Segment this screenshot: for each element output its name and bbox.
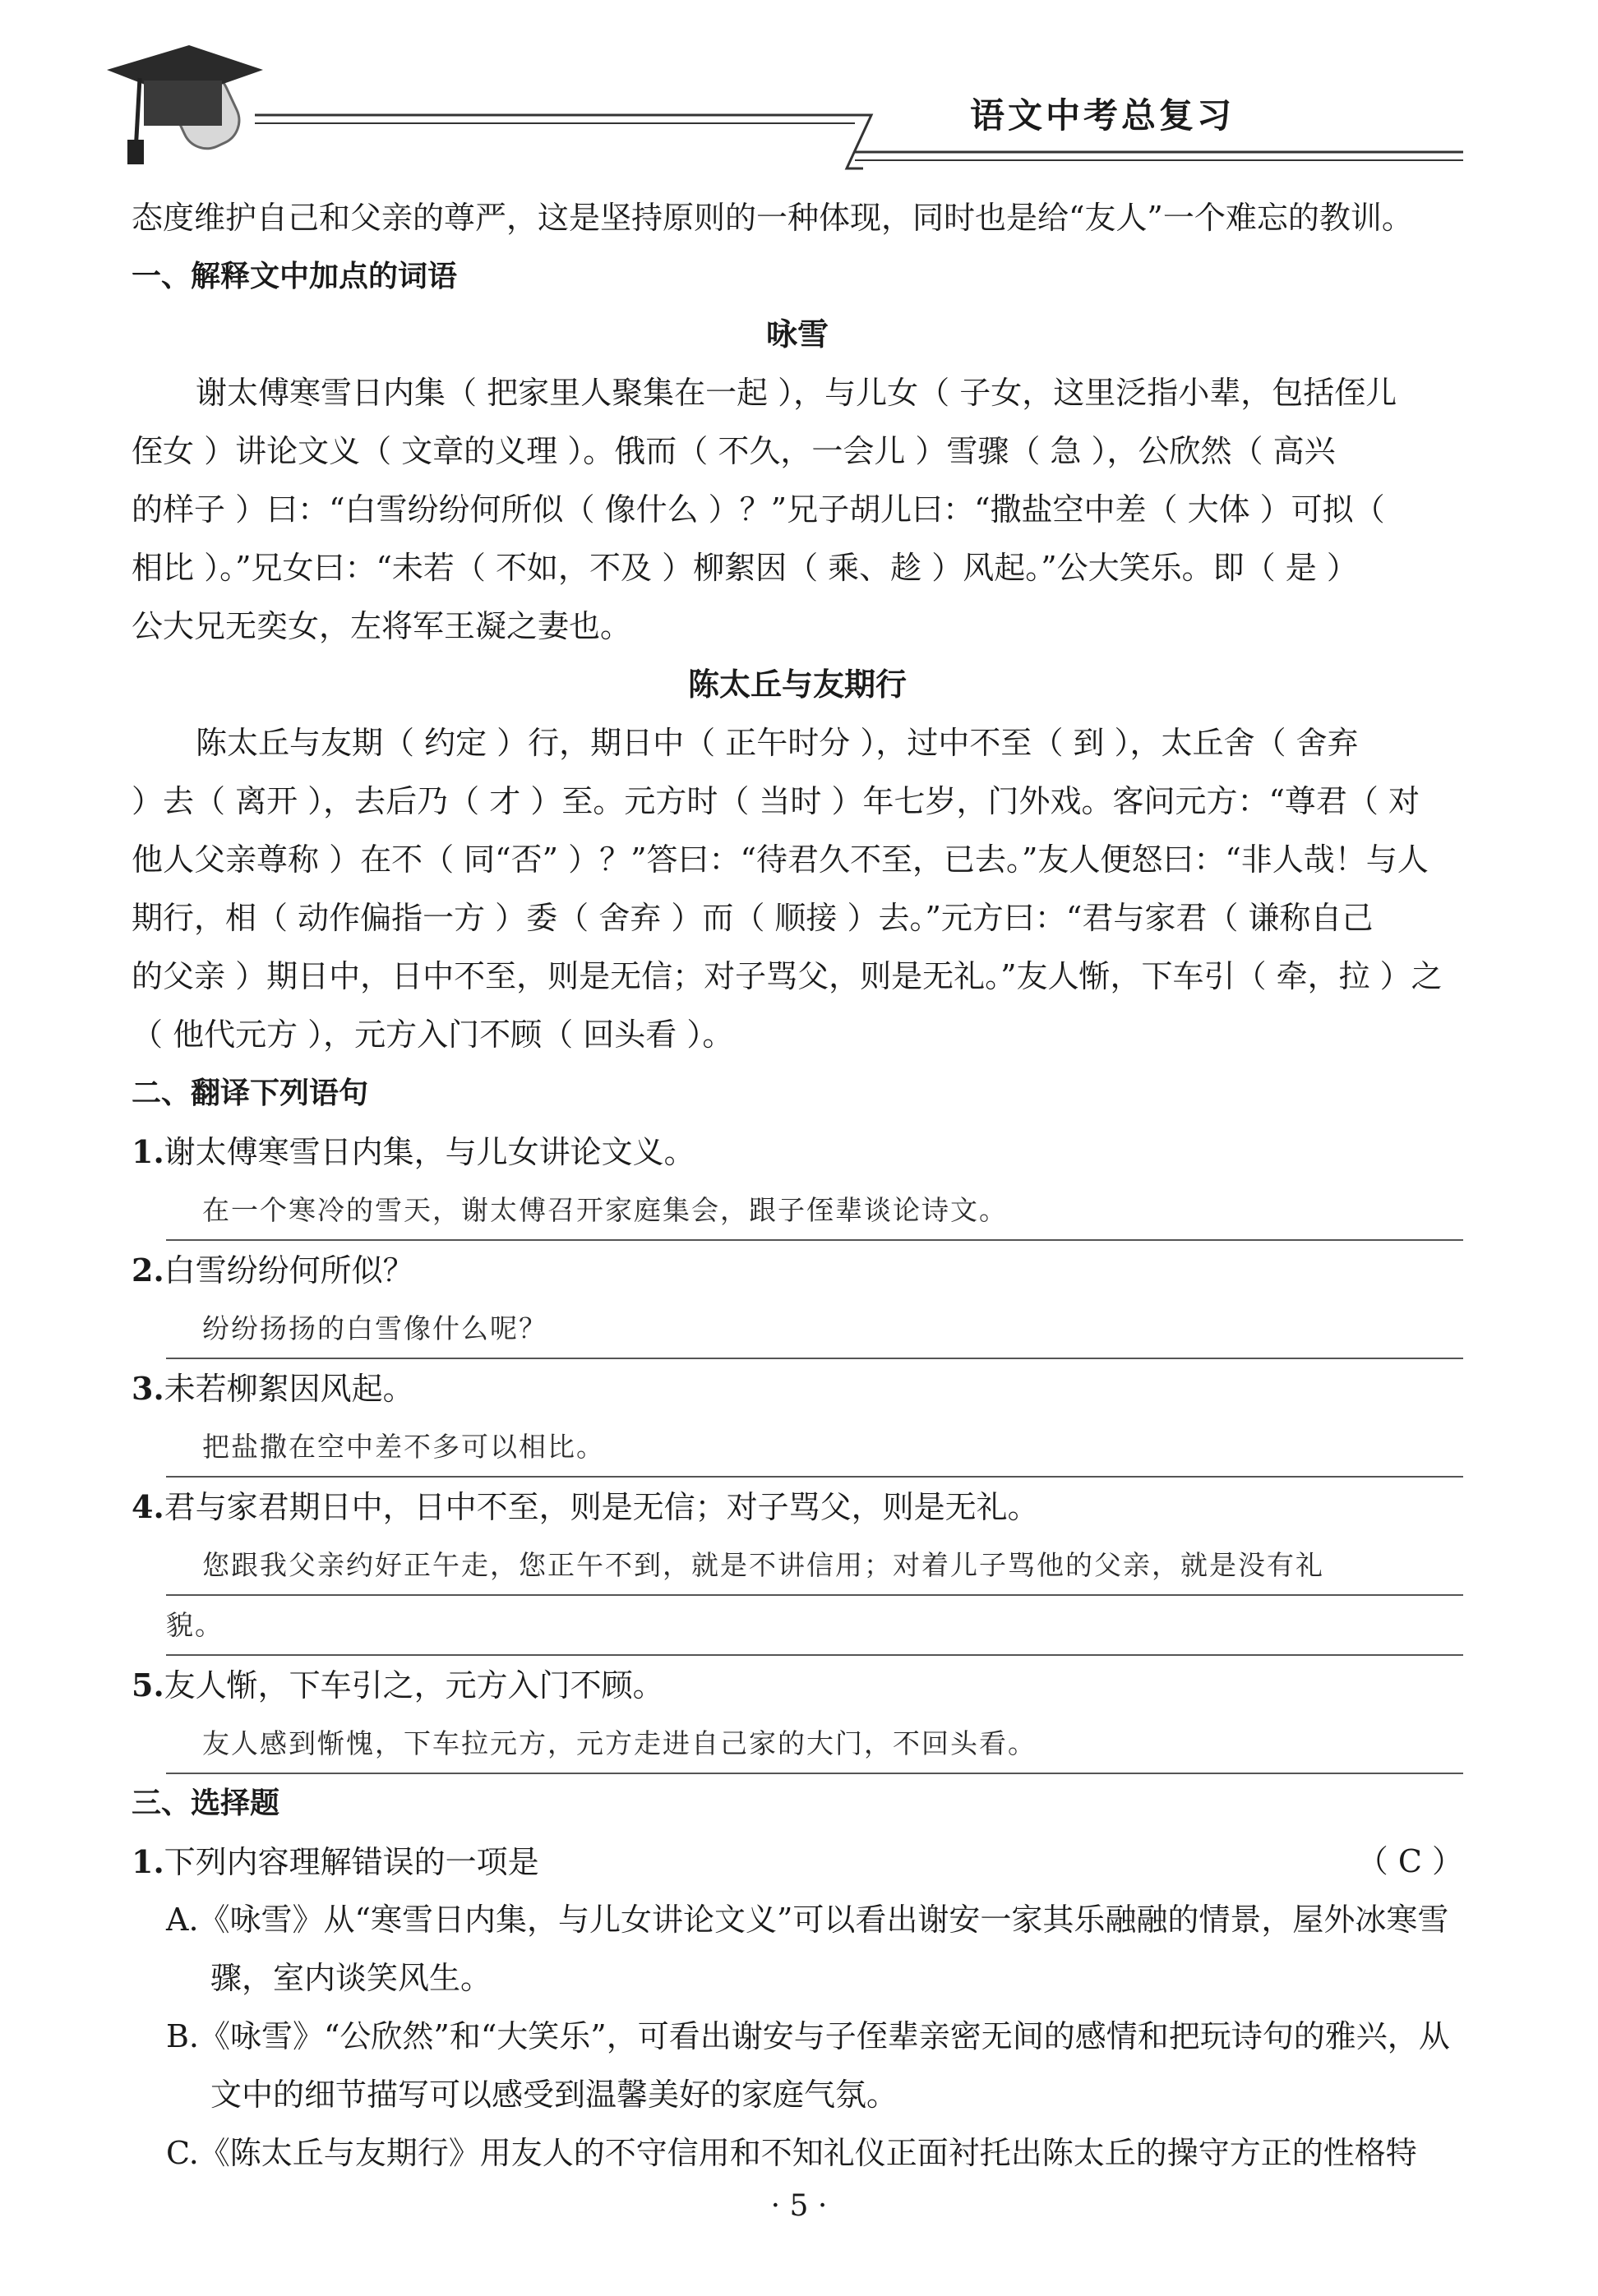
translation-question [132,1241,1463,1299]
answer-line: 在一个寒冷的雪天，谢太傅召开家庭集会，跟子侄辈谈论诗文。 [166,1181,1463,1241]
poem2-line: （ 他代元方 ），元方入门不顾（ 回头看 ）。 [132,1017,734,1053]
question-text: 未若柳絮因风起。 [164,1371,414,1407]
poem1-line: 的样子 ）曰：“白雪纷纷何所似（ 像什么 ）？”兄子胡儿曰：“撒盐空中差（ 大体 ）可拟（ [132,491,1385,528]
choice-stem [132,1833,539,1891]
answer-line: 貌。 [166,1596,1463,1656]
page-header [0,0,1598,189]
answer-line: 友人感到惭愧，下车拉元方，元方走进自己家的大门，不回头看。 [166,1714,1463,1774]
answer-line: 您跟我父亲约好正午走，您正午不到，就是不讲信用；对着儿子骂他的父亲，就是没有礼 [166,1536,1463,1596]
poem1-line: 相比 ）。”兄女曰：“未若（ 不如，不及 ）柳絮因（ 乘、趁 ）风起。”公大笑乐。即（ 是 ） [132,550,1358,586]
choice-option: C.《陈太丘与友期行》用友人的不守信用和不知礼仪正面衬托出陈太丘的操守方正的性格特 [166,2135,1417,2171]
poem2-line: 陈太丘与友期（ 约定 ）行，期日中（ 正午时分 ），过中不至（ 到 ），太丘舍（ 舍弃 [196,725,1359,761]
question-number: 4. [132,1488,164,1525]
answer-line: 纷纷扬扬的白雪像什么呢？ [166,1299,1463,1359]
translation-question [132,1478,1463,1536]
stem-text: 下列内容理解错误的一项是 [164,1844,539,1880]
question-number: 3. [132,1370,164,1407]
choice-option-continued: 骤，室内谈笑风生。 [210,1960,492,1996]
poem1-line: 谢太傅寒雪日内集（ 把家里人聚集在一起 ），与儿女（ 子女，这里泛指小辈，包括侄儿 [196,375,1397,411]
section2-heading: 二、翻译下列语句 [132,1077,369,1110]
choice-option: B.《咏雪》“公欣然”和“大笑乐”，可看出谢安与子侄辈亲密无间的感情和把玩诗句的雅兴，从 [166,2018,1450,2054]
poem2-line: 期行，相（ 动作偏指一方 ）委（ 舍弃 ）而（ 顺接 ）去。”元方曰：“君与家君（ 谦称自己 [132,900,1374,936]
poem2-line: ）去（ 离开 ），去后乃（ 才 ）至。元方时（ 当时 ）年七岁，门外戏。客问元方：“尊君（ 对 [132,783,1420,819]
poem2-line: 的父亲 ）期日中，日中不至，则是无信；对子骂父，则是无礼。”友人惭，下车引（ 牵，拉 ）之 [132,958,1443,994]
question-text: 友人惭，下车引之，元方入门不顾。 [164,1667,664,1704]
poem1-line: 公大兄无奕女，左将军王凝之妻也。 [132,608,632,644]
choice-answer: （ C ） [1356,1843,1463,1879]
choice-question [132,1833,1463,1891]
poem2-line: 他人父亲尊称 ）在不（ 同“否” ）？”答曰：“待君久不至，已去。”友人便怒曰：“非人哉！与人 [132,841,1429,878]
question-text: 君与家君期日中，日中不至，则是无信；对子骂父，则是无礼。 [164,1489,1039,1525]
header-title: 语文中考总复习 [970,95,1235,136]
question-text: 白雪纷纷何所似？ [164,1252,414,1289]
translation-question [132,1656,1463,1714]
question-number: 1. [132,1843,164,1880]
answer-line: 把盐撒在空中差不多可以相比。 [166,1418,1463,1478]
poem2-title: 陈太丘与友期行 [687,666,907,703]
intro-text: 态度维护自己和父亲的尊严，这是坚持原则的一种体现，同时也是给“友人”一个难忘的教训。 [132,200,1413,236]
section3-heading: 三、选择题 [132,1787,280,1820]
graduation-cap-icon [0,0,1598,189]
question-number: 1. [132,1133,164,1170]
translation-question [132,1359,1463,1418]
poem1-line: 侄女 ）讲论文义（ 文章的义理 ）。俄而（ 不久，一会儿 ）雪骤（ 急 ），公欣然（ 高兴 [132,433,1336,469]
question-number: 2. [132,1252,164,1289]
choice-option: A.《咏雪》从“寒雪日内集，与儿女讲论文义”可以看出谢安一家其乐融融的情景，屋外冰寒雪 [166,1902,1449,1938]
question-number: 5. [132,1667,164,1704]
page-number: · 5 · [770,2189,828,2223]
page-content [132,189,1463,2183]
choice-option-continued: 文中的细节描写可以感受到温馨美好的家庭气氛。 [210,2077,898,2113]
translation-question [132,1123,1463,1181]
poem1-title: 咏雪 [765,316,829,353]
question-text: 谢太傅寒雪日内集，与儿女讲论文义。 [164,1134,695,1170]
section1-heading: 一、解释文中加点的词语 [132,260,458,293]
